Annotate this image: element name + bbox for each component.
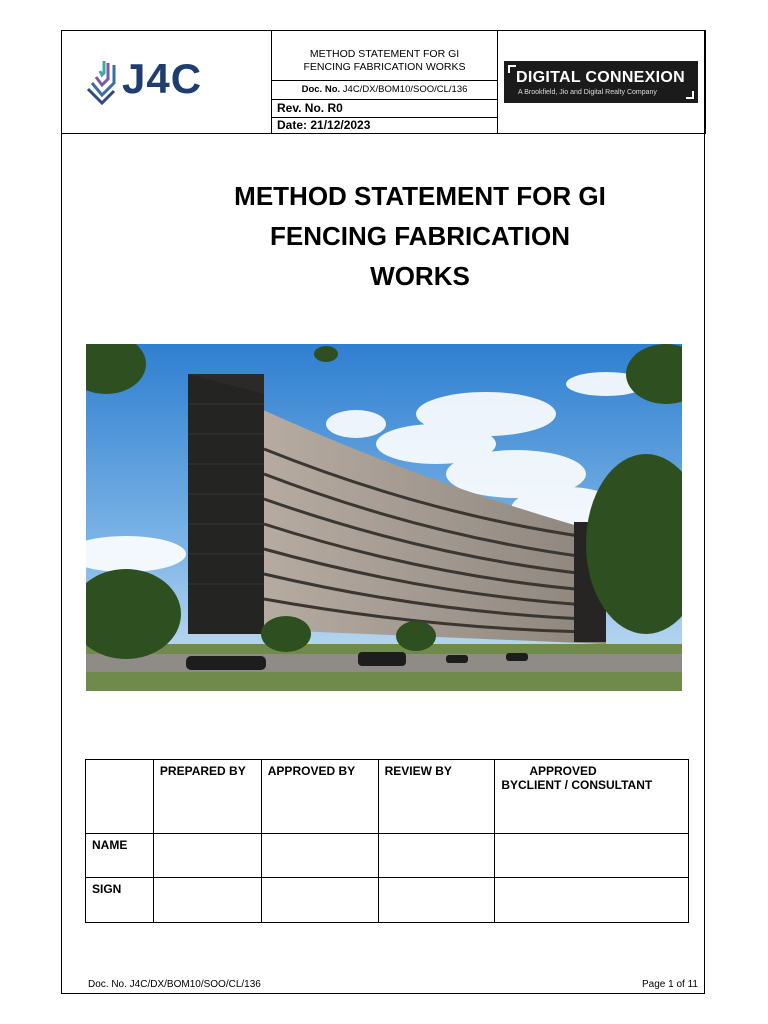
- digital-connexion-name: DIGITAL CONNEXION: [516, 69, 685, 86]
- j4c-logo-text: J4C: [122, 55, 203, 102]
- footer-doc-number: Doc. No. J4C/DX/BOM10/SOO/CL/136: [88, 979, 261, 990]
- signoff-sign-row: [86, 878, 689, 923]
- signoff-name-approved-cell[interactable]: [261, 834, 378, 878]
- signoff-prepared-header: PREPARED BY: [153, 760, 261, 834]
- building-illustration-icon: [86, 344, 682, 691]
- signoff-client-header-line2: BYCLIENT / CONSULTANT: [501, 778, 653, 792]
- header-doc-title: METHOD STATEMENT FOR GI FENCING FABRICATION WORKS: [303, 48, 466, 73]
- title-line-2: FENCING FABRICATION: [270, 221, 570, 251]
- signoff-header-row: [86, 760, 689, 834]
- header-docno-row: [272, 81, 497, 100]
- signoff-approved-header: APPROVED BY: [261, 760, 378, 834]
- building-rendering-image: [86, 344, 682, 691]
- header-info-cell: [272, 31, 498, 133]
- signoff-client-header-line1: APPROVED: [529, 764, 597, 778]
- header-date-row: [272, 118, 497, 133]
- header-doc-number: [272, 81, 497, 99]
- title-line-1: METHOD STATEMENT FOR GI: [234, 181, 606, 211]
- signoff-sign-review-cell[interactable]: [378, 878, 495, 923]
- footer-page-number: Page 1 of 11: [642, 979, 698, 990]
- logo-bracket-icon: [508, 65, 516, 73]
- header-title-row: [272, 31, 497, 81]
- signoff-review-header: REVIEW BY: [378, 760, 495, 834]
- document-title: [130, 176, 710, 296]
- doc-no-label: Doc. No.: [301, 84, 341, 95]
- header-rev-row: [272, 100, 497, 118]
- signoff-client-header: [495, 760, 689, 834]
- header-client-logo-cell: [498, 31, 705, 133]
- signoff-name-client-cell[interactable]: [495, 834, 689, 878]
- digital-connexion-logo: [504, 61, 698, 103]
- signoff-sign-label: SIGN: [86, 878, 154, 923]
- document-header: [61, 30, 706, 134]
- doc-no-value: J4C/DX/BOM10/SOO/CL/136: [342, 84, 468, 95]
- title-line-3: WORKS: [370, 261, 470, 291]
- header-logo-cell: [62, 31, 272, 133]
- header-rev-number: Rev. No. R0: [277, 101, 343, 115]
- signoff-sign-prepared-cell[interactable]: [153, 878, 261, 923]
- header-date: Date: 21/12/2023: [277, 118, 371, 132]
- signoff-sign-client-cell[interactable]: [495, 878, 689, 923]
- logo-bracket-icon: [686, 91, 694, 99]
- signoff-name-row: [86, 834, 689, 878]
- signoff-table: [85, 759, 689, 923]
- signoff-corner-cell: [86, 760, 154, 834]
- signoff-sign-approved-cell[interactable]: [261, 878, 378, 923]
- digital-connexion-tagline: A Brookfield, Jio and Digital Realty Company: [518, 89, 657, 96]
- signoff-name-label: NAME: [86, 834, 154, 878]
- signoff-name-prepared-cell[interactable]: [153, 834, 261, 878]
- signoff-name-review-cell[interactable]: [378, 834, 495, 878]
